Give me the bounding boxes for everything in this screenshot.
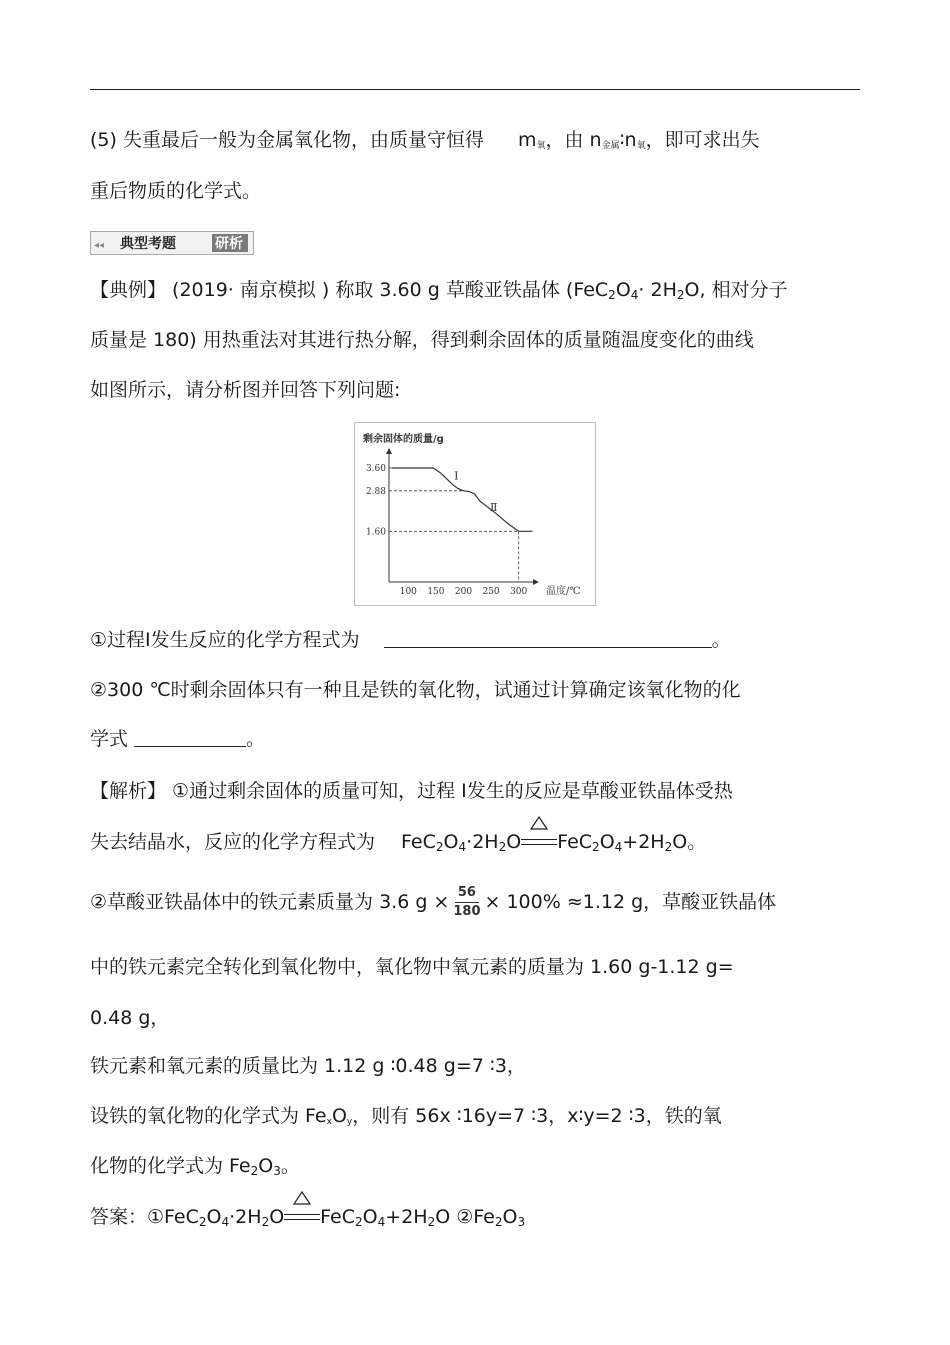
note-line-1: (5) 失重最后一般为金属氧化物，由质量守恒得 m氧，由 n金属∶n氧，即可求出失 (90, 129, 760, 151)
y-tick-label: 2.88 (365, 486, 386, 497)
chart-svg (355, 423, 595, 605)
x-tick-label: 300 (510, 587, 528, 597)
chart-y-label: 剩余固体的质量/g (363, 434, 444, 445)
heat-triangle-icon (530, 816, 548, 830)
stage-label: Ⅰ (454, 469, 459, 483)
stage-label: Ⅱ (489, 500, 498, 514)
mass-curve (392, 468, 533, 531)
analysis-line-3: ②草酸亚铁晶体中的铁元素质量为 3.6 g × $\frac{56}{180}$ × 100% ≈1.12 g，草酸亚铁晶体 (90, 885, 777, 919)
question-3: 学式 。 (90, 728, 266, 750)
analysis-line-6: 铁元素和氧元素的质量比为 1.12 g ∶0.48 g=7 ∶3， (90, 1055, 526, 1077)
analysis-line-1: 【解析】 ①通过剩余固体的质量可知，过程 Ⅰ发生的反应是草酸亚铁晶体受热 (90, 780, 733, 802)
banner-label: 典型考题 (120, 236, 176, 252)
analysis-line-4: 中的铁元素完全转化到氧化物中，氧化物中氧元素的质量为 1.60 g-1.12 g= (90, 956, 734, 978)
x-tick-label: 100 (399, 587, 417, 597)
answer-blank-2[interactable] (134, 728, 246, 747)
analysis-line-8: 化物的化学式为 $Fe_2O_3$。 (90, 1155, 300, 1178)
x-tick-label: 250 (482, 587, 500, 597)
answer-blank-1[interactable] (384, 629, 712, 648)
chart-x-label: 温度/℃ (546, 586, 581, 597)
mass-temperature-chart (354, 422, 596, 606)
x-tick-label: 150 (427, 587, 445, 597)
heat-triangle-icon (293, 1191, 311, 1205)
analysis-line-2: 失去结晶水，反应的化学方程式为 $FeC_2O_4\cdot 2H_2O$ $FeC_2O_4+2H_2O$。 (90, 830, 706, 859)
y-tick-label: 1.60 (365, 527, 386, 538)
example-line-2: 质量是 180) 用热重法对其进行热分解，得到剩余固体的质量随温度变化的曲线 (90, 329, 754, 351)
header-rule (90, 89, 860, 90)
analysis-line-5: 0.48 g， (90, 1007, 170, 1029)
reaction-heat-sign (521, 830, 557, 850)
fraction-56-180: $\frac{56}{180}$ (453, 885, 481, 919)
banner-tag: 研析 (215, 236, 243, 252)
example-line-1: 【典例】 (2019· 南京模拟 ) 称取 3.60 g 草酸亚铁晶体 ($FeC_2O_4\cdot 2H_2O$, 相对分子 (90, 279, 788, 302)
svg-text:◂◂: ◂◂ (94, 240, 105, 251)
answer-line: 答案：$①FeC_2O_4\cdot 2H_2O$ $FeC_2O_4+2H_2O$ $②Fe_2O_3$ (90, 1205, 525, 1234)
question-1: ①过程Ⅰ发生反应的化学方程式为 。 (90, 629, 731, 651)
answer-heat-sign (284, 1205, 320, 1225)
example-line-3: 如图所示，请分析图并回答下列问题: (90, 379, 401, 401)
note-line-2: 重后物质的化学式。 (90, 180, 262, 202)
section-banner (90, 231, 254, 255)
x-tick-label: 200 (454, 587, 473, 597)
y-tick-label: 3.60 (365, 464, 386, 474)
question-2: ②300 ℃时剩余固体只有一种且是铁的氧化物，试通过计算确定该氧化物的化 (90, 679, 741, 701)
analysis-line-7: 设铁的氧化物的化学式为 FexOy，则有 56x ∶16y=7 ∶3，x∶y=2 ∶3，铁的氧 (90, 1105, 722, 1127)
